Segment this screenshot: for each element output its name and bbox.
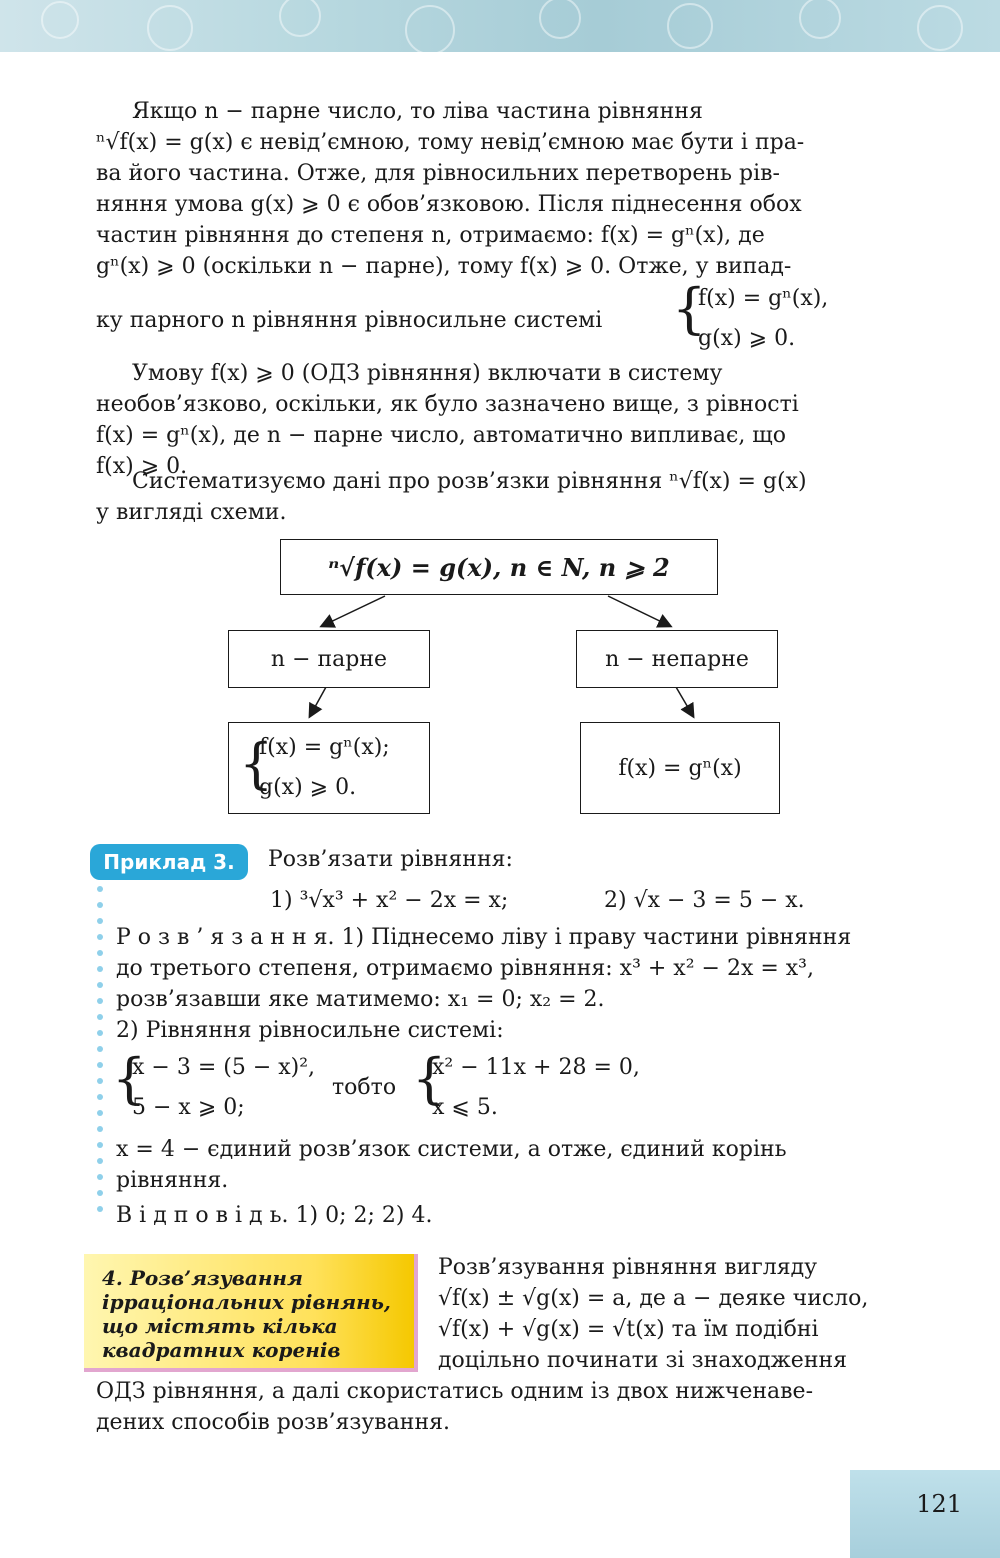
- system-brace: {: [672, 277, 707, 340]
- answer-line: В і д п о в і д ь. 1) 0; 2; 2) 4.: [116, 1203, 433, 1228]
- system-brace: {: [239, 732, 274, 795]
- example-eq1: 1) ³√x³ + x² − 2x = x;: [270, 888, 509, 913]
- systematize-line: Систематизуємо дані про розв’язки рівняння ⁿ√f(x) = g(x): [132, 469, 807, 494]
- scheme-odd-box: [576, 630, 778, 688]
- system-brace: {: [412, 1047, 447, 1110]
- scheme-odd-text: n − непарне: [605, 646, 749, 672]
- solution-line: до третього степеня, отримаємо рівняння: x³ + x² − 2x = x³,: [116, 956, 814, 981]
- intro-line: частин рівняння до степеня n, отримаємо: f(x) = gⁿ(x), де: [96, 223, 765, 248]
- section4-continuation: [96, 1376, 914, 1438]
- system-line: x² − 11x + 28 = 0,: [432, 1055, 640, 1080]
- odz-line: f(x) = gⁿ(x), де n − парне число, автоматично випливає, що: [96, 423, 787, 448]
- tobto-label: тобто: [332, 1075, 397, 1100]
- system-brace: {: [112, 1047, 147, 1110]
- intro-line: gⁿ(x) ⩾ 0 (оскільки n − парне), тому f(x) ⩾ 0. Отже, у випад-: [96, 254, 792, 279]
- scheme-odd-result: f(x) = gⁿ(x): [618, 755, 742, 781]
- page-number: 121: [916, 1490, 962, 1518]
- system-line: g(x) ⩾ 0.: [698, 326, 796, 351]
- example-badge: Приклад 3.: [90, 844, 248, 880]
- scheme-odd-result-box: [580, 722, 780, 814]
- system-line: x − 3 = (5 − x)²,: [132, 1055, 316, 1080]
- example-eq2: 2) √x − 3 = 5 − x.: [604, 888, 805, 913]
- section4-paragraph: [438, 1252, 914, 1376]
- result-line: x = 4 − єдиний розв’язок системи, а отже, єдиний корінь: [116, 1137, 787, 1162]
- system-line: x ⩽ 5.: [432, 1095, 498, 1120]
- section4-line: доцільно починати зі знаходження: [438, 1348, 848, 1373]
- system-line: 5 − x ⩾ 0;: [132, 1095, 245, 1120]
- section4-line: ОДЗ рівняння, а далі скористатись одним із двох нижченаве-: [96, 1379, 814, 1404]
- section-title-line: що містять кілька: [102, 1314, 338, 1338]
- systematize-line: у вигляді схеми.: [96, 500, 287, 525]
- solution-line: Р о з в ’ я з а н н я. 1) Піднесемо ліву і праву частини рівняння: [116, 925, 852, 950]
- section-title-line: квадратних коренів: [102, 1338, 341, 1362]
- section-title-line: ірраціональних рівнянь,: [102, 1290, 391, 1314]
- solution-line: розв’язавши яке матимемо: x₁ = 0; x₂ = 2.: [116, 987, 605, 1012]
- section4-line: √f(x) ± √g(x) = a, де a − деяке число,: [438, 1286, 869, 1311]
- intro-line: няння умова g(x) ⩾ 0 є обов’язковою. Після піднесення обох: [96, 192, 802, 217]
- solution-line: 2) Рівняння рівносильне системі:: [116, 1018, 504, 1043]
- example-task: Розв’язати рівняння:: [268, 847, 513, 872]
- dotted-margin-line: [96, 885, 104, 1215]
- scheme-even-text: n − парне: [270, 646, 388, 672]
- solution-paragraph: [116, 922, 914, 1046]
- scheme-top-text: ⁿ√f(x) = g(x), n ∈ N, n ⩾ 2: [328, 552, 670, 582]
- system-line: f(x) = gⁿ(x),: [698, 286, 829, 311]
- system-line: g(x) ⩾ 0.: [259, 775, 357, 800]
- scheme-even-box: [228, 630, 430, 688]
- result-paragraph: [116, 1134, 914, 1231]
- odz-line: Умову f(x) ⩾ 0 (ОДЗ рівняння) включати в систему: [132, 361, 723, 386]
- odz-line: необов’язково, оскільки, як було зазначено вище, з рівності: [96, 392, 799, 417]
- section4-line: дених способів розв’язування.: [96, 1410, 450, 1435]
- section-title-line: 4. Розв’язування: [102, 1266, 303, 1290]
- odz-line: f(x) ⩾ 0.: [96, 454, 188, 479]
- section4-line: Розв’язування рівняння вигляду: [438, 1255, 818, 1280]
- intro-line: Якщо n − парне число, то ліва частина рівняння: [132, 99, 703, 124]
- section-title-box: [84, 1254, 418, 1372]
- section4-line: √f(x) + √g(x) = √t(x) та їм подібні: [438, 1317, 819, 1342]
- system-line: f(x) = gⁿ(x);: [259, 735, 390, 760]
- result-line: рівняння.: [116, 1168, 229, 1193]
- intro-line: ку парного n рівняння рівносильне системі: [96, 308, 603, 333]
- intro-line: ва його частина. Отже, для рівносильних перетворень рів-: [96, 161, 780, 186]
- intro-line: ⁿ√f(x) = g(x) є невід’ємною, тому невід’ємною має бути і пра-: [96, 130, 805, 155]
- scheme-even-result-box: [228, 722, 430, 814]
